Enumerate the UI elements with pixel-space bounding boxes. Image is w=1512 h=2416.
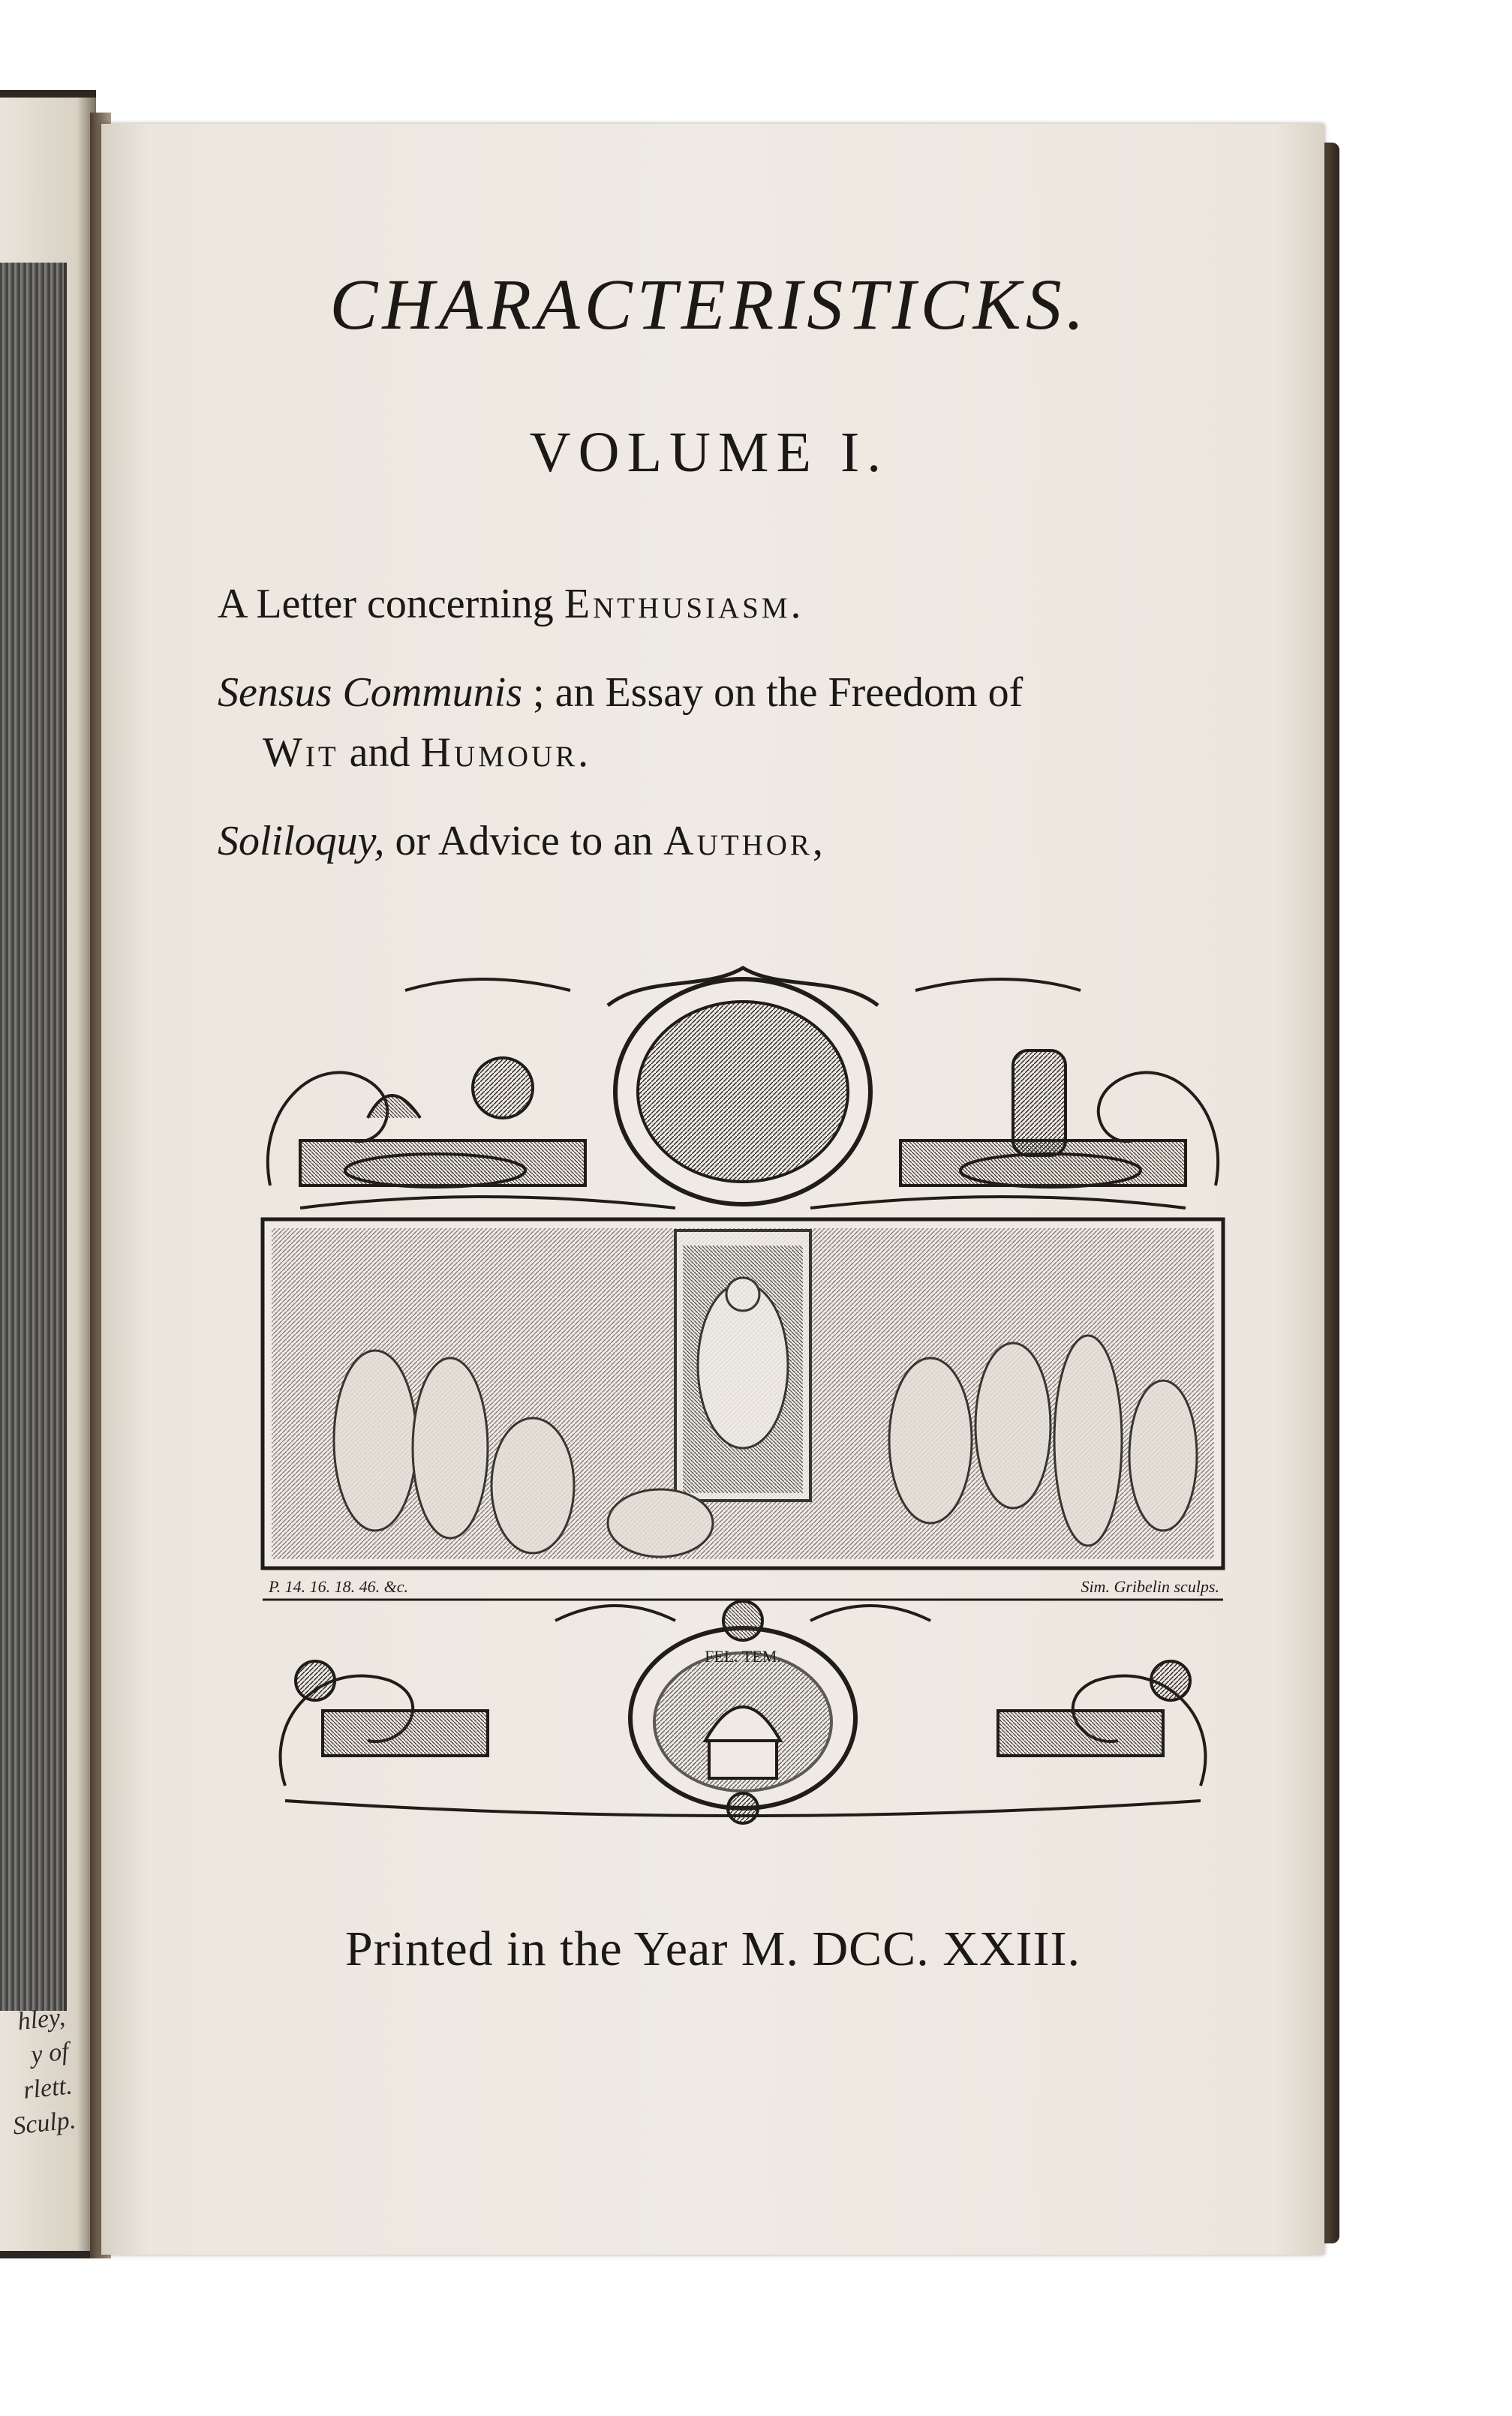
engraver-signature: Sim. Gribelin sculps. [1081,1577,1219,1596]
contents-item-letter [218,574,1261,634]
frontispiece-portrait-engraving [0,263,67,2011]
contents-item-text: or Advice to an [384,818,664,864]
upper-ornament [268,968,1218,1208]
vignette-motto: FEL. TEM. [705,1647,781,1666]
title-page [101,124,1324,2255]
contents-item-sensus [218,663,1261,723]
contents-item-smallcaps: Wit [263,729,339,776]
title-vignette-engraving [255,960,1231,1831]
contents-item-smallcaps: Humour. [420,729,592,776]
contents-item-text: ; an Essay on the Freedom of [522,669,1024,716]
facing-page-edge [0,90,96,2258]
contents-item-italic: Soliloquy, [218,818,385,864]
contents-item-italic: Sensus Communis [218,669,523,716]
contents-item-smallcaps: Enthusiasm. [564,581,804,627]
engraving-reference: P. 14. 16. 18. 46. &c. [269,1577,408,1596]
contents-item-soliloquy [218,811,1261,871]
contents-item-smallcaps: Author, [663,818,826,864]
book-title: CHARACTERISTICKS. [329,264,1089,344]
lower-ornament [281,1601,1206,1823]
contents-item-sensus-cont [218,723,1261,783]
contents-item-text: and [338,729,421,776]
contents-list [218,574,1261,871]
volume-heading: VOLUME I. [529,421,889,484]
contents-item-text: A Letter concerning [218,581,564,627]
frontispiece-caption: hley, y of rlett. Sculp. [11,2003,77,2141]
imprint-line: Printed in the Year M. DCC. XXIII. [345,1922,1081,1976]
